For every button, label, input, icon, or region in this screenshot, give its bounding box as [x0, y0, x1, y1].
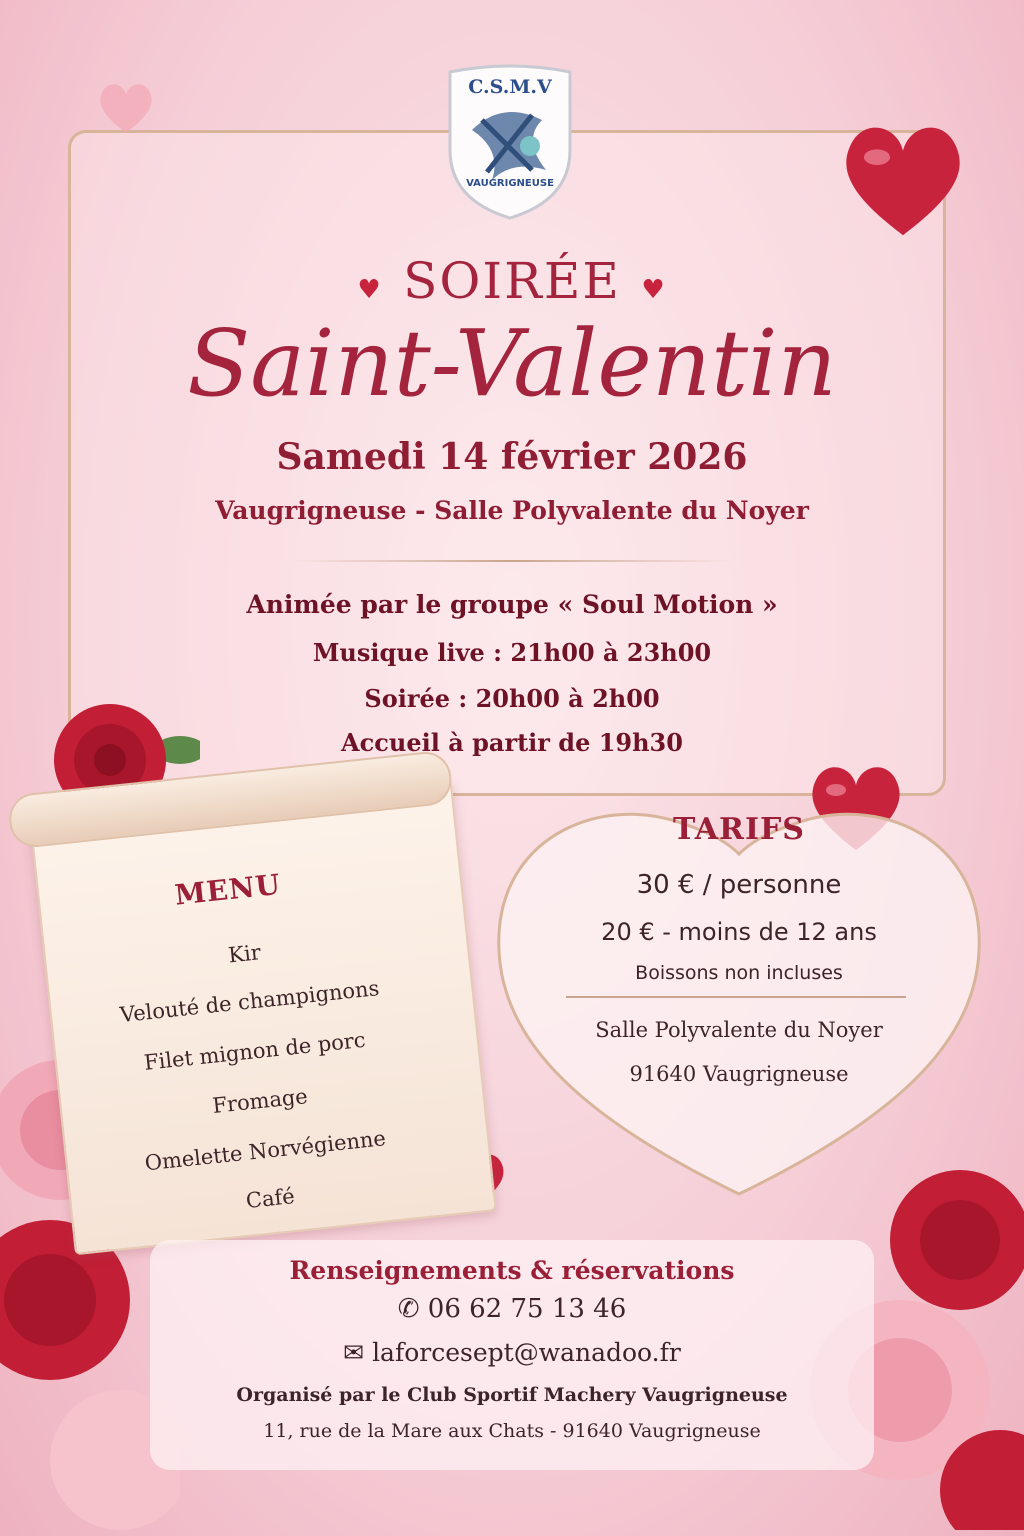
- contact-heading: Renseignements & réservations: [289, 1256, 735, 1285]
- tarifs-title: TARIFS: [673, 812, 805, 847]
- menu-item: Filet mignon de porc: [142, 1027, 367, 1075]
- logo-subtext: VAUGRIGNEUSE: [466, 178, 554, 189]
- tarif-adult: 30 € / personne: [636, 870, 842, 900]
- divider: [290, 560, 734, 562]
- tarif-child: 20 € - moins de 12 ans: [601, 918, 877, 946]
- tarif-note: Boissons non incluses: [635, 962, 843, 984]
- heart-icon: [838, 118, 968, 238]
- menu-title: MENU: [173, 867, 283, 912]
- organizer: Organisé par le Club Sportif Machery Vaugrigneuse: [236, 1384, 788, 1406]
- contact-email[interactable]: laforcesept@wanadoo.fr: [372, 1338, 681, 1367]
- tarifs-heart-frame: [494, 784, 984, 1204]
- menu-item: Velouté de champignons: [118, 976, 381, 1028]
- title-saint-valentin: Saint-Valentin: [187, 310, 837, 417]
- organizer-address: 11, rue de la Mare aux Chats - 91640 Vaugrigneuse: [263, 1420, 761, 1442]
- tarif-divider: [566, 996, 906, 998]
- small-heart-icon: ♥: [620, 275, 667, 305]
- envelope-icon: ✉: [343, 1338, 373, 1367]
- club-logo: [442, 60, 578, 220]
- contact-phone-row: [0, 1294, 1024, 1324]
- heart-icon: [96, 80, 156, 134]
- menu-item: Fromage: [211, 1084, 309, 1118]
- program-soiree: Soirée : 20h00 à 2h00: [364, 684, 660, 713]
- event-date: Samedi 14 février 2026: [276, 436, 748, 478]
- small-heart-icon: ♥: [357, 275, 404, 305]
- menu-item: Café: [244, 1184, 296, 1213]
- program-band: Animée par le groupe « Soul Motion »: [246, 590, 778, 619]
- program-music: Musique live : 21h00 à 23h00: [312, 638, 712, 667]
- tarif-address-line1: Salle Polyvalente du Noyer: [595, 1018, 883, 1042]
- event-venue: Vaugrigneuse - Salle Polyvalente du Noyer: [215, 496, 809, 525]
- program-accueil: Accueil à partir de 19h30: [341, 728, 683, 757]
- menu-scroll: [7, 747, 524, 1264]
- menu-item: Omelette Norvégienne: [143, 1126, 387, 1176]
- title-soiree: ♥ SOIRÉE ♥: [357, 252, 667, 310]
- phone-icon: ✆: [397, 1294, 428, 1324]
- contact-phone[interactable]: 06 62 75 13 46: [427, 1294, 627, 1324]
- tarif-address-line2: 91640 Vaugrigneuse: [629, 1062, 849, 1086]
- menu-item: Kir: [227, 940, 262, 968]
- contact-email-row: [0, 1338, 1024, 1367]
- logo-text: C.S.M.V: [468, 76, 552, 98]
